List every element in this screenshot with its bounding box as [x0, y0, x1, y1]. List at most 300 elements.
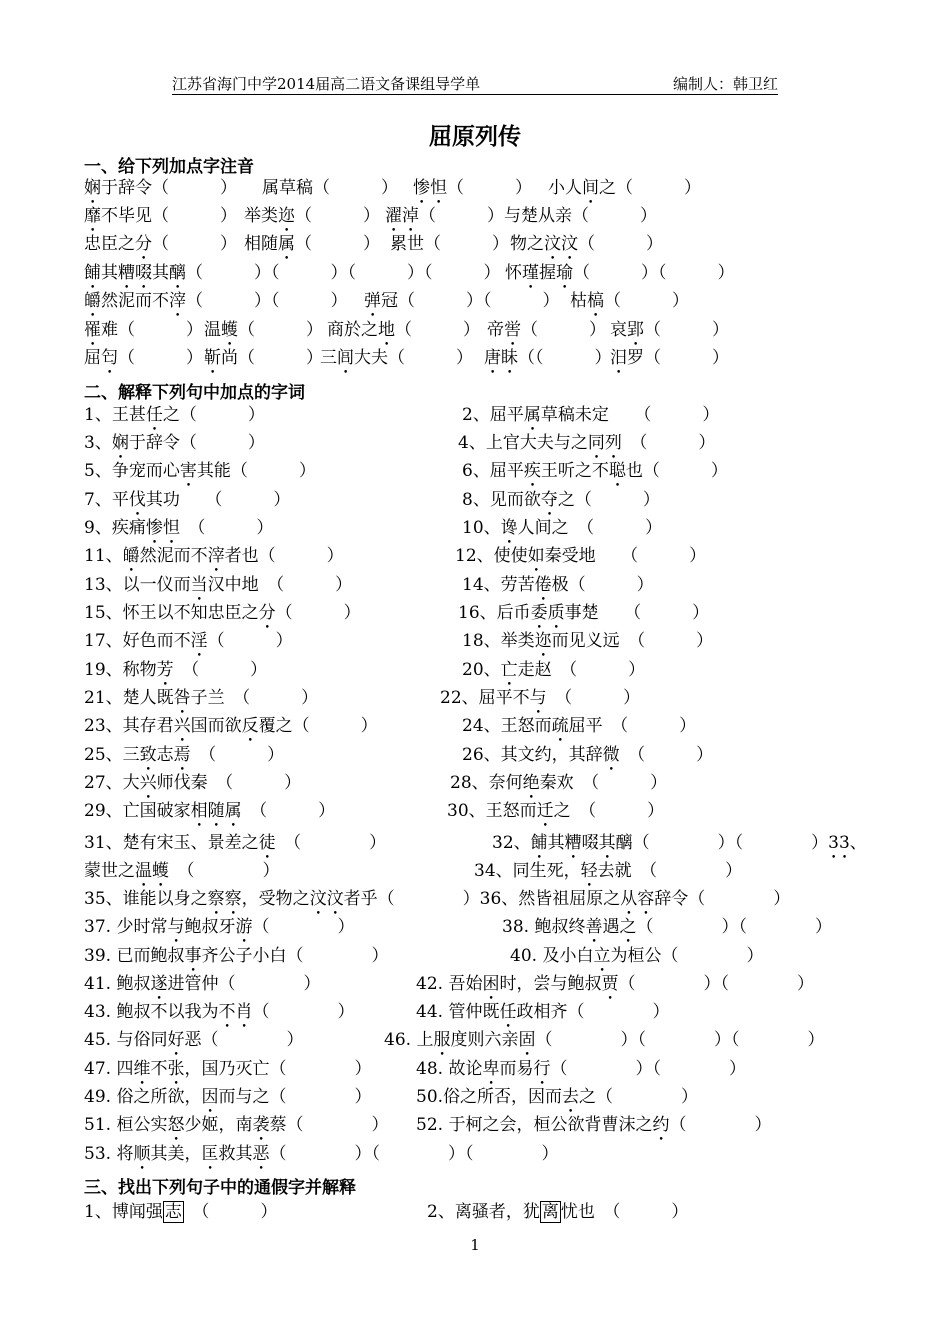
item-text: 其功 （ ） [145, 490, 291, 510]
item-text: （ ）（ ）（ ）（ ） [186, 263, 501, 283]
dotted-char: 兴 [139, 773, 157, 793]
item-text: 其美， [150, 1144, 202, 1164]
dotted-char: 行 [533, 1059, 551, 1079]
dotted-char: 闾 [337, 348, 354, 368]
item-text: 1、王甚 [84, 405, 146, 425]
item-text: 51. 桓公实 [84, 1115, 168, 1135]
item-text: 23、其存君 [84, 716, 174, 736]
item-text: 于辞令（ ） [128, 433, 265, 453]
dotted-char: 咎 [173, 688, 191, 708]
dotted-char: 贾 [601, 974, 619, 994]
dotted-char: 迩 [534, 631, 552, 651]
dotted-char: 糟 [564, 833, 582, 853]
dotted-char: 事 [184, 946, 202, 966]
item-text: 24、王怒而 [462, 716, 552, 736]
s2-row-23-item-2 [384, 1028, 824, 1060]
item-text: 王听之不 [540, 461, 609, 481]
item-text: 之（ ） [579, 1087, 699, 1107]
s2-row-15-item-1 [84, 799, 335, 831]
item-text: 45. 与俗同 [84, 1030, 168, 1050]
s1-row-5-item-2 [364, 289, 560, 321]
item-text: 难（ ） [101, 320, 203, 340]
dotted-char: 同列 [587, 433, 622, 453]
item-text: 49. 俗之所欲， [84, 1087, 202, 1107]
item-text: （ ） [238, 320, 323, 340]
item-text: 16、后币 [458, 603, 531, 623]
item-text: 而见义远 （ ） [551, 631, 714, 651]
dotted-char: 餔 [84, 263, 101, 283]
page-number: 1 [470, 1236, 480, 1254]
dotted-char: 惨怛 [145, 518, 180, 538]
item-text: 救其 [218, 1144, 253, 1164]
item-text: 枯 [570, 291, 587, 311]
s2-row-19-item-1 [84, 915, 354, 947]
item-text: 物之 [510, 234, 544, 254]
dotted-char: 困 [482, 974, 500, 994]
item-text: 大夫（ ） [354, 348, 473, 368]
item-text: 10、 [462, 518, 501, 538]
header-author: 编制人：韩卫红 [672, 75, 778, 93]
item-text: 而易 [499, 1059, 534, 1079]
dotted-char: 槁 [587, 291, 604, 311]
dotted-char: 倦 [534, 575, 552, 595]
item-text: 国而欲 [190, 716, 242, 736]
item-text: 蒙世之 [84, 861, 135, 881]
item-text: 冠（ ）（ ） [381, 291, 560, 311]
dotted-char: 约 [652, 1115, 670, 1135]
item-text: 啜 [581, 833, 599, 853]
dotted-char: 疏 [551, 716, 569, 736]
dotted-char: 匄 [101, 348, 118, 368]
item-text: 属 [262, 178, 279, 198]
s2-row-26-item-2 [416, 1113, 771, 1145]
dotted-char: 当 [190, 575, 208, 595]
item-text: 50.俗之所否，因而 [416, 1087, 563, 1107]
dotted-char: 弹 [364, 291, 381, 311]
item-text: 19、称物 [84, 660, 157, 680]
dotted-char: 瑾 [522, 263, 539, 283]
dotted-char: 匡 [201, 1144, 219, 1164]
dotted-char: 淫 [190, 631, 208, 651]
dotted-char: 汨 [610, 348, 627, 368]
item-text: 累世（ ） [390, 234, 509, 254]
item-text: 政相齐（ ） [516, 1002, 670, 1022]
item-text: （ ）（ ）（ ） [535, 1030, 825, 1050]
dotted-char: 糟啜 [118, 263, 152, 283]
item-text: 5、争宠而心 [84, 461, 180, 481]
item-text: （ ） [578, 234, 663, 254]
item-text: 恶（ ） [184, 1030, 304, 1050]
item-text: 4、上官大夫与之 [458, 433, 588, 453]
dotted-char: 焉 [173, 745, 191, 765]
s1-row-5-item-1 [84, 289, 348, 321]
s1-row-7-item-5 [610, 346, 729, 378]
item-text: 15、怀王以不知忠臣之 [84, 603, 259, 623]
s2-row-12-item-2 [462, 714, 696, 746]
s1-row-3-item-2 [244, 232, 380, 264]
dotted-char: 分 [258, 603, 276, 623]
dotted-char: 靡 [84, 206, 101, 226]
s1-row-3-item-4 [510, 232, 663, 264]
dotted-char: 罹 [84, 320, 101, 340]
dotted-char: 察察 [207, 889, 242, 909]
item-text: 8、见而欲 [462, 490, 541, 510]
item-text: 之（ ） [557, 490, 660, 510]
dotted-char: 任 [145, 405, 163, 425]
item-text: 志 [156, 745, 174, 765]
dotted-char: 迩 [278, 206, 295, 226]
dotted-char: 维 [133, 1059, 151, 1079]
dotted-char: 属 [523, 405, 541, 425]
dotted-char: 兴 [173, 716, 191, 736]
item-text: 21、楚人既 [84, 688, 174, 708]
s1-row-7-item-1 [84, 346, 203, 378]
item-text: 罗（ ） [627, 348, 729, 368]
item-text: 31、楚有宋玉、景差之 [84, 833, 259, 853]
dotted-char: 惨怛 [413, 178, 447, 198]
item-text: 53. 将 [84, 1144, 134, 1164]
item-text: （ ） [241, 801, 336, 821]
s1-row-3-item-3 [390, 232, 509, 256]
item-text: 遇 [602, 917, 620, 937]
item-text: 52. 于柯之会，桓公欲背曹沫之 [416, 1115, 653, 1135]
item-text: 醨 [615, 833, 633, 853]
item-text: （ ） [252, 1002, 355, 1022]
item-text: 汉中地 （ ） [207, 575, 353, 595]
dotted-char: 汶汶 [544, 234, 578, 254]
dotted-char: 与 [529, 688, 547, 708]
dotted-char: 靳 [204, 348, 221, 368]
item-text: 秦欢 （ ） [539, 773, 668, 793]
item-text: 14、劳苦 [462, 575, 535, 595]
dotted-char: 袭 [252, 1115, 270, 1135]
dotted-char: 怒 [167, 1115, 185, 1135]
item-text: 12、使使 [455, 546, 528, 566]
item-text: （ ） [179, 518, 274, 538]
item-text: 尚（ ） [221, 348, 323, 368]
item-text: （ ） [118, 348, 203, 368]
item-text: 为桓公（ ） [610, 946, 764, 966]
dotted-char: 立 [593, 946, 611, 966]
dotted-char: 害 [179, 461, 197, 481]
item-text: 事楚 （ ） [564, 603, 710, 623]
dotted-char: 轻 [580, 861, 598, 881]
page-header [172, 74, 778, 95]
item-text: 哀 [610, 320, 627, 340]
item-text: 草稿（ ） [279, 178, 398, 198]
dotted-char: 地 [378, 320, 395, 340]
item-text: （ ） [604, 291, 689, 311]
dotted-char: 善 [585, 917, 603, 937]
item-text: 28、奈何 [450, 773, 523, 793]
dotted-char: 与 [167, 917, 185, 937]
s2-row-15-item-2 [447, 799, 664, 831]
item-text: 44. 管仲既 [416, 1002, 500, 1022]
s2-row-9-item-1 [84, 629, 293, 661]
item-text: （ ） [275, 833, 387, 853]
item-text: 去就 （ ） [597, 861, 743, 881]
dotted-char: 娴 [111, 433, 129, 453]
item-text: （ ） [169, 861, 280, 881]
s2-row-6-item-2 [455, 544, 706, 576]
item-text: 者也（ ） [224, 546, 344, 566]
boxed-char: 志 [164, 1202, 182, 1222]
item-text: 26、其文约，其辞 [462, 745, 603, 765]
s2-row-9-item-2 [462, 629, 713, 661]
item-text: 人间之 （ ） [517, 518, 663, 538]
item-text: （ ）（ ）（ ） [269, 1144, 559, 1164]
item-text: 三 [320, 348, 337, 368]
dotted-char: 好 [167, 1030, 185, 1050]
dotted-char: 恶 [252, 1144, 270, 1164]
item-text: 13、以一仪而 [84, 575, 191, 595]
dotted-char: 属 [278, 234, 295, 254]
item-text: 小人 [548, 178, 582, 198]
item-text: （ ） [521, 320, 606, 340]
s1-row-3-item-1 [84, 232, 237, 264]
dotted-char: 游 [235, 917, 253, 937]
item-text: 32、 [492, 833, 531, 853]
dotted-char: 固 [518, 1030, 536, 1050]
item-text: （ ） [190, 745, 285, 765]
dotted-char: 卑 [482, 1059, 500, 1079]
dotted-char: 濯淖 [385, 206, 419, 226]
item-text: 举类 [244, 206, 278, 226]
item-text: ，受物之 [241, 889, 310, 909]
item-text: （ ）（ ） [618, 974, 814, 994]
item-text: 之（ ） [162, 405, 265, 425]
item-text: 其 [101, 263, 118, 283]
item-text: 11、 [84, 546, 123, 566]
item-text: （ ） [644, 320, 729, 340]
dotted-char: 微 [602, 745, 620, 765]
page-title: 屈原列传 [429, 124, 521, 150]
dotted-char: （ ）（ ）33、 [632, 833, 867, 853]
item-text: 22、屈平不 [440, 688, 530, 708]
item-text: 37. 少时常 [84, 917, 168, 937]
item-text: 走赵 （ ） [517, 660, 646, 680]
item-text: 其 [152, 263, 169, 283]
item-text: 42. 吾始 [416, 974, 483, 994]
dotted-char: 因 [201, 1087, 219, 1107]
item-text: 18、举类 [462, 631, 535, 651]
item-text: 1、博闻强 [84, 1202, 163, 1222]
item-text: 48. 故论 [416, 1059, 483, 1079]
item-text: 少姬，南 [184, 1115, 253, 1135]
item-text: ，国乃灭亡（ ） [184, 1059, 372, 1079]
s2-row-3-item-1 [84, 459, 316, 491]
header-school: 江苏省海门中学2014届高二语文备课组导学单 [172, 75, 481, 93]
dotted-char: 张 [167, 1059, 185, 1079]
boxed-char: 离 [541, 1202, 559, 1222]
dotted-char: 蠖 [221, 320, 238, 340]
item-text: 温 [204, 320, 221, 340]
dotted-char: 夺 [540, 490, 558, 510]
s2-row-27-item-1 [84, 1142, 558, 1174]
item-text: 9、疾痛 [84, 518, 146, 538]
item-text: （ ） [207, 631, 293, 651]
item-text: 商於之 [327, 320, 378, 340]
s2-row-19-item-2 [502, 915, 832, 947]
item-text: 40. 及小白 [510, 946, 594, 966]
dotted-char: 喾 [504, 320, 521, 340]
dotted-char: 相随属 [190, 801, 242, 821]
dotted-char: 不肖 [218, 1002, 253, 1022]
item-text: 其能（ ） [196, 461, 316, 481]
s1-row-7-item-2 [204, 346, 323, 378]
item-text: 不 [150, 1059, 168, 1079]
item-text: 师伐秦 （ ） [156, 773, 302, 793]
dotted-char: 遂 [150, 974, 168, 994]
dotted-char: 醨 [169, 263, 186, 283]
item-text: （ ） [295, 234, 380, 254]
dotted-char: 伐 [128, 490, 146, 510]
s3-row-1-item-1 [84, 1200, 277, 1224]
item-text: 之 （ ） [553, 801, 665, 821]
s2-row-26-item-1 [84, 1113, 388, 1145]
item-text: 也（ ） [625, 461, 728, 481]
item-text: 2、离骚者，犹 [427, 1202, 540, 1222]
item-text: 43. 鲍叔不以我为 [84, 1002, 219, 1022]
dotted-char: 聪 [608, 461, 626, 481]
dotted-char: 温蠖 [135, 861, 169, 881]
item-text: 47. 四 [84, 1059, 134, 1079]
item-text: 38. 鲍叔终 [502, 917, 586, 937]
item-text: 7、平 [84, 490, 129, 510]
dotted-char: 郢 [627, 320, 644, 340]
item-text: 25、三 [84, 745, 140, 765]
s1-row-7-item-3 [320, 346, 473, 378]
dotted-char: 滓 [169, 291, 186, 311]
dotted-char: 谗 [500, 518, 518, 538]
item-text: （ ） [621, 433, 716, 453]
item-text: 3、 [84, 433, 112, 453]
item-text: 然泥而不 [101, 291, 169, 311]
dotted-char: 如 [527, 546, 545, 566]
item-text: 其 [547, 833, 565, 853]
s2-row-12-item-1 [84, 714, 378, 746]
section-heading-1: 一、给下列加点字注音 [84, 157, 254, 177]
item-text: （（ ） [518, 348, 612, 368]
s3-row-1-item-2 [427, 1200, 688, 1224]
dotted-char: 汶汶 [309, 889, 344, 909]
item-text: （ ） [669, 1115, 772, 1135]
item-text: 忧也 （ ） [560, 1202, 689, 1222]
s2-row-3-item-2 [462, 459, 728, 491]
item-text: （ ） [173, 660, 268, 680]
item-text: 辞令（ ） [654, 889, 791, 909]
item-text: （ ） [619, 745, 714, 765]
item-text: 秦受地 （ ） [544, 546, 707, 566]
item-text: 怀 [505, 263, 522, 283]
dotted-char: 迁 [536, 801, 554, 821]
dotted-char: 服 [433, 1030, 451, 1050]
dotted-char: 唐眛 [484, 348, 518, 368]
item-text: 6、屈平 [462, 461, 524, 481]
dotted-char: 致 [139, 745, 157, 765]
item-text: （ ） [275, 603, 361, 623]
dotted-char: 委质 [530, 603, 565, 623]
item-text: 鲍叔牙 [184, 917, 236, 937]
dotted-char: 餔 [530, 833, 548, 853]
item-text: 屈平 （ ） [568, 716, 697, 736]
item-text: 时，尝与鲍叔 [499, 974, 602, 994]
item-text: 草稿未定 （ ） [540, 405, 720, 425]
item-text: （ ） [183, 1202, 278, 1222]
item-text: 者乎（ ）36、然皆祖屈原之 [343, 889, 621, 909]
dotted-char: 分 [135, 234, 152, 254]
s2-row-23-item-1 [84, 1028, 303, 1060]
item-text: 46. 上 [384, 1030, 434, 1050]
dotted-char: 任 [499, 1002, 517, 1022]
item-text: 30、王怒而 [447, 801, 537, 821]
dotted-char: 亡 [500, 660, 518, 680]
dotted-char: 娴 [84, 178, 101, 198]
item-text: 27、大 [84, 773, 140, 793]
item-text: 握 [539, 263, 556, 283]
dotted-char: 去 [562, 1087, 580, 1107]
item-text: 34、同生死， [474, 861, 581, 881]
item-text: 进管仲（ ） [167, 974, 321, 994]
item-text: 39. 已而鲍叔 [84, 946, 185, 966]
dotted-char: 瑜 [556, 263, 573, 283]
item-text: 17、好色而不 [84, 631, 191, 651]
s2-row-6-item-1 [84, 544, 344, 576]
item-text: 29、亡国破家 [84, 801, 191, 821]
item-text: 蔡（ ） [269, 1115, 389, 1135]
item-text: 屈 [84, 348, 101, 368]
dotted-char: 疾 [523, 461, 541, 481]
s1-row-7-item-4 [484, 346, 612, 378]
s1-row-5-item-3 [570, 289, 689, 321]
item-text: 不毕见（ ） [101, 206, 237, 226]
dotted-char: 间 [582, 178, 599, 198]
item-text: （ ）与楚从亲（ ） [419, 206, 657, 226]
dotted-char: 反 [241, 716, 259, 736]
item-text: 忠臣之 [84, 234, 135, 254]
section-heading-2: 二、解释下列句中加点的字词 [84, 383, 305, 403]
item-text: （ ） [152, 234, 237, 254]
item-text: 相随 [244, 234, 278, 254]
item-text: （ ） [252, 917, 355, 937]
item-text: 41. 鲍叔 [84, 974, 151, 994]
item-text: （ ）（ ） [186, 291, 348, 311]
item-text: 而与之（ ） [218, 1087, 372, 1107]
item-text: 极（ ） [551, 575, 654, 595]
item-text: （ ） [447, 178, 532, 198]
item-text: （ ） [395, 320, 480, 340]
item-text: 帝 [487, 320, 504, 340]
dotted-char: 徒 [258, 833, 276, 853]
item-text: （ ） [295, 206, 380, 226]
item-text: （ ）（ ） [573, 263, 735, 283]
item-text: 度则六亲 [450, 1030, 519, 1050]
item-text: （ ）（ ） [550, 1059, 746, 1079]
dotted-char: 皭 [84, 291, 101, 311]
section-heading-3: 三、找出下列句子中的通假字并解释 [84, 1178, 356, 1198]
item-text: 2、屈平 [462, 405, 524, 425]
item-text: 35、谁能以身之 [84, 889, 208, 909]
dotted-char: 滓 [207, 546, 225, 566]
item-text: 于辞令（ ） [101, 178, 237, 198]
dotted-char: 绝 [522, 773, 540, 793]
dotted-char: 皭 [122, 546, 140, 566]
dotted-char: 之（ ）（ ） [619, 917, 832, 937]
dotted-char: 芳 [156, 660, 174, 680]
item-text: 子兰 （ ） [190, 688, 319, 708]
dotted-char: 从容 [620, 889, 655, 909]
item-text: 之（ ） [599, 178, 701, 198]
